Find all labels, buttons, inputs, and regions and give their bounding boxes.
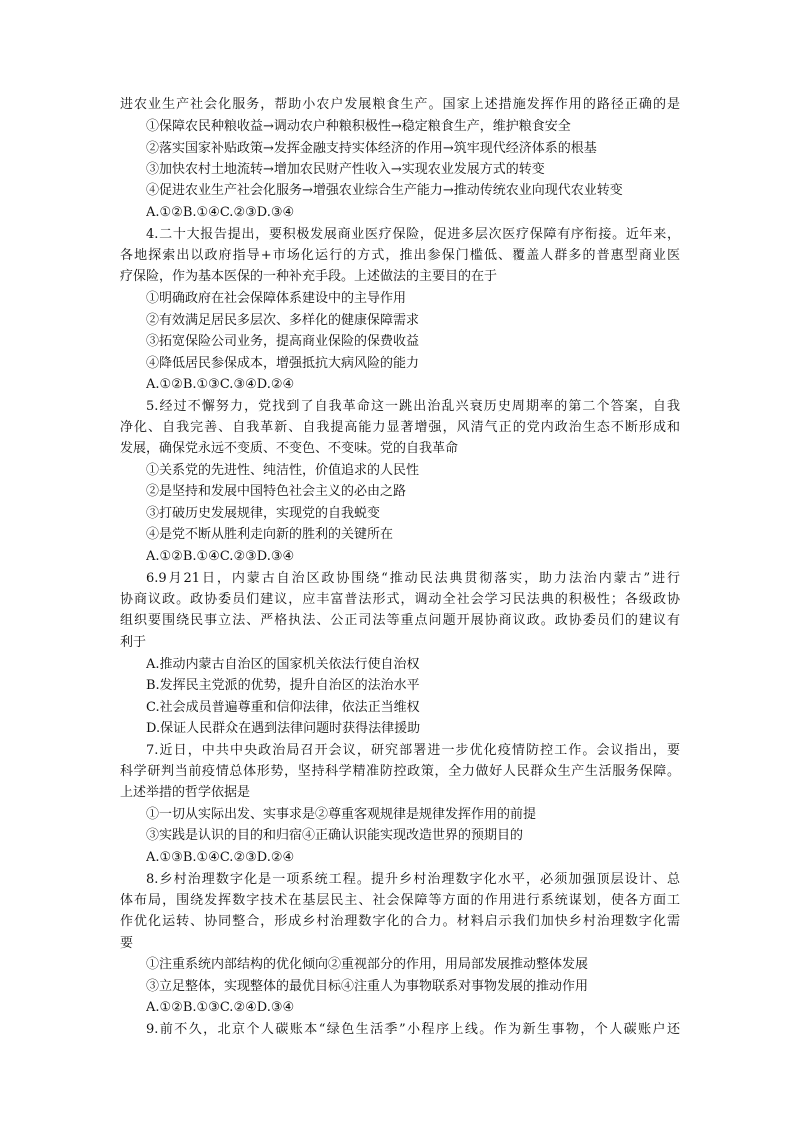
q7-options-row-2: ③实践是认识的目的和归宿④正确认识能实现改造世界的预期目的 bbox=[146, 828, 524, 843]
q7-stem-line: 科学研判当前疫情总体形势，坚持科学精准防控政策，全力做好人民群众生产生活服务保障。 bbox=[120, 764, 680, 779]
q3-answer-choices: A.①②B.①④C.②③D.③④ bbox=[146, 205, 295, 220]
q5-option-1: ①关系党的先进性、纯洁性，价值追求的人民性 bbox=[146, 463, 420, 478]
q6-option-d: D.保证人民群众在遇到法律问题时获得法律援助 bbox=[146, 721, 421, 736]
q8-stem-line: 作优化运转、协同整合，形成乡村治理数字化的合力。材料启示我们加快乡村治理数字化需 bbox=[120, 914, 680, 929]
q4-option-2: ②有效满足居民多层次、多样化的健康保障需求 bbox=[146, 313, 420, 328]
q5-option-2: ②是坚持和发展中国特色社会主义的必由之路 bbox=[146, 484, 407, 499]
q4-option-3: ③拓宽保险公司业务，提高商业保险的保费收益 bbox=[146, 334, 420, 349]
q5-answer-choices: A.①②B.①④C.②③D.③④ bbox=[146, 549, 295, 564]
q6-stem-line: 6.9月21日，内蒙古自治区政协围绕“推动民法典贯彻落实，助力法治内蒙古”进行 bbox=[146, 571, 680, 586]
q3-stem-line: 进农业生产社会化服务，帮助小农户发展粮食生产。国家上述措施发挥作用的路径正确的是 bbox=[120, 97, 680, 112]
q6-option-a: A.推动内蒙古自治区的国家机关依法行使自治权 bbox=[146, 657, 420, 672]
q7-stem-line: 7.近日，中共中央政治局召开会议，研究部署进一步优化疫情防控工作。会议指出，要 bbox=[146, 743, 680, 758]
q8-answer-choices: A.①②B.①③C.②④D.③④ bbox=[146, 1000, 295, 1015]
q5-stem-line: 净化、自我完善、自我革新、自我提高能力显著增强，风清气正的党内政治生态不断形成和 bbox=[120, 420, 680, 435]
q5-option-4: ④是党不断从胜利走向新的胜利的关键所在 bbox=[146, 527, 394, 542]
q8-options-row-2: ③立足整体，实现整体的最优目标④注重人为事物联系对事物发展的推动作用 bbox=[146, 979, 589, 994]
q7-options-row-1: ①一切从实际出发、实事求是②尊重客观规律是规律发挥作用的前提 bbox=[146, 807, 537, 822]
q6-stem-line: 协商议政。政协委员们建议，应丰富普法形式，调动全社会学习民法典的积极性；各级政协 bbox=[120, 592, 680, 607]
q8-stem-line: 8.乡村治理数字化是一项系统工程。提升乡村治理数字化水平，必须加强顶层设计、总 bbox=[146, 872, 680, 887]
q4-answer-choices: A.①②B.①③C.③④D.②④ bbox=[146, 377, 295, 392]
q3-option-4: ④促进农业生产社会化服务→增强农业综合生产能力→推动传统农业向现代农业转变 bbox=[146, 183, 623, 198]
q6-stem-line: 组织要围绕民事立法、严格执法、公正司法等重点问题开展协商议政。政协委员们的建议有 bbox=[120, 613, 680, 628]
q9-stem-line: 9.前不久，北京个人碳账本“绿色生活季”小程序上线。作为新生事物，个人碳账户还 bbox=[146, 1022, 680, 1037]
q5-stem-line: 5.经过不懈努力，党找到了自我革命这一跳出治乱兴衰历史周期率的第二个答案，自我 bbox=[146, 399, 680, 414]
q7-stem-line: 上述举措的哲学依据是 bbox=[120, 785, 251, 800]
q6-stem-line: 利于 bbox=[120, 635, 147, 650]
q6-option-c: C.社会成员普遍尊重和信仰法律，依法正当维权 bbox=[146, 700, 420, 715]
q8-options-row-1: ①注重系统内部结构的优化倾向②重视部分的作用，用局部发展推动整体发展 bbox=[146, 957, 589, 972]
q4-stem-line: 4.二十大报告提出，要积极发展商业医疗保险，促进多层次医疗保障有序衔接。近年来， bbox=[146, 227, 680, 242]
q4-stem-line: 疗保险，作为基本医保的一种补充手段。上述做法的主要目的在于 bbox=[120, 269, 498, 284]
q7-answer-choices: A.①③B.①④C.②③D.②④ bbox=[146, 850, 295, 865]
q5-stem-line: 发展，确保党永远不变质、不变色、不变味。党的自我革命 bbox=[120, 441, 459, 456]
q4-stem-line: 各地探索出以政府指导+市场化运行的方式，推出参保门槛低、覆盖人群多的普惠型商业医 bbox=[120, 248, 680, 263]
q3-option-3: ③加快农村土地流转→增加农民财产性收入→实现农业发展方式的转变 bbox=[146, 162, 545, 177]
q6-option-b: B.发挥民主党派的优势，提升自治区的法治水平 bbox=[146, 678, 420, 693]
q8-stem-line: 体布局，围绕发挥数字技术在基层民主、社会保障等方面的作用进行系统谋划，使各方面工 bbox=[120, 893, 680, 908]
q3-option-2: ②落实国家补贴政策→发挥金融支持实体经济的作用→筑牢现代经济体系的根基 bbox=[146, 141, 597, 156]
q8-stem-line: 要 bbox=[120, 936, 134, 951]
q3-option-1: ①保障农民种粮收益→调动农户种粮积极性→稳定粮食生产，维护粮食安全 bbox=[146, 119, 571, 134]
q5-option-3: ③打破历史发展规律，实现党的自我蜕变 bbox=[146, 506, 381, 521]
q4-option-4: ④降低居民参保成本，增强抵抗大病风险的能力 bbox=[146, 356, 420, 371]
q4-option-1: ①明确政府在社会保障体系建设中的主导作用 bbox=[146, 291, 407, 306]
